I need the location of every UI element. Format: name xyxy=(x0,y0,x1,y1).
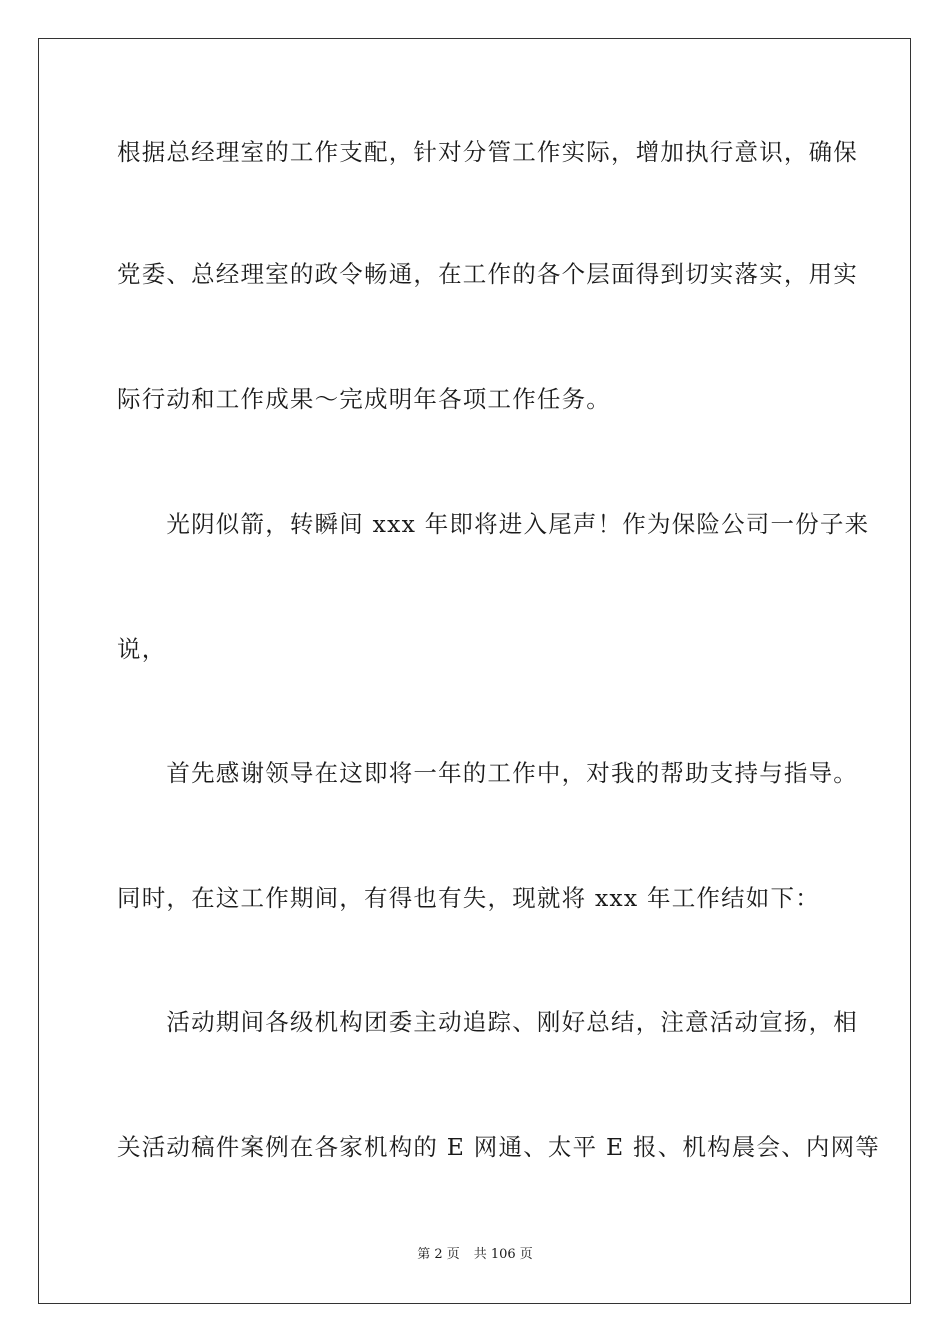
text-line-1: 根据总经理室的工作支配，针对分管工作实际，增加执行意识，确保 xyxy=(117,138,858,166)
text-line-3: 际行动和工作成果～完成明年各项工作任务。 xyxy=(117,385,611,413)
text-line-4: 光阴似箭，转瞬间 xxx 年即将进入尾声！作为保险公司一份子来 xyxy=(117,510,870,538)
page-number: 第 2 页 xyxy=(417,1247,460,1262)
page-total: 共 106 页 xyxy=(473,1247,533,1262)
text-line-6: 首先感谢领导在这即将一年的工作中，对我的帮助支持与指导。 xyxy=(117,759,858,787)
text-line-9: 关活动稿件案例在各家机构的 E 网通、太平 E 报、机构晨会、内网等 xyxy=(117,1133,880,1161)
text-line-8: 活动期间各级机构团委主动追踪、刚好总结，注意活动宣扬，相 xyxy=(117,1008,858,1036)
text-line-2: 党委、总经理室的政令畅通，在工作的各个层面得到切实落实，用实 xyxy=(117,260,858,288)
text-line-7: 同时，在这工作期间，有得也有失，现就将 xxx 年工作结如下： xyxy=(117,884,820,912)
page-footer xyxy=(0,1246,950,1264)
text-line-5: 说， xyxy=(117,635,167,663)
page-border xyxy=(38,38,911,1304)
